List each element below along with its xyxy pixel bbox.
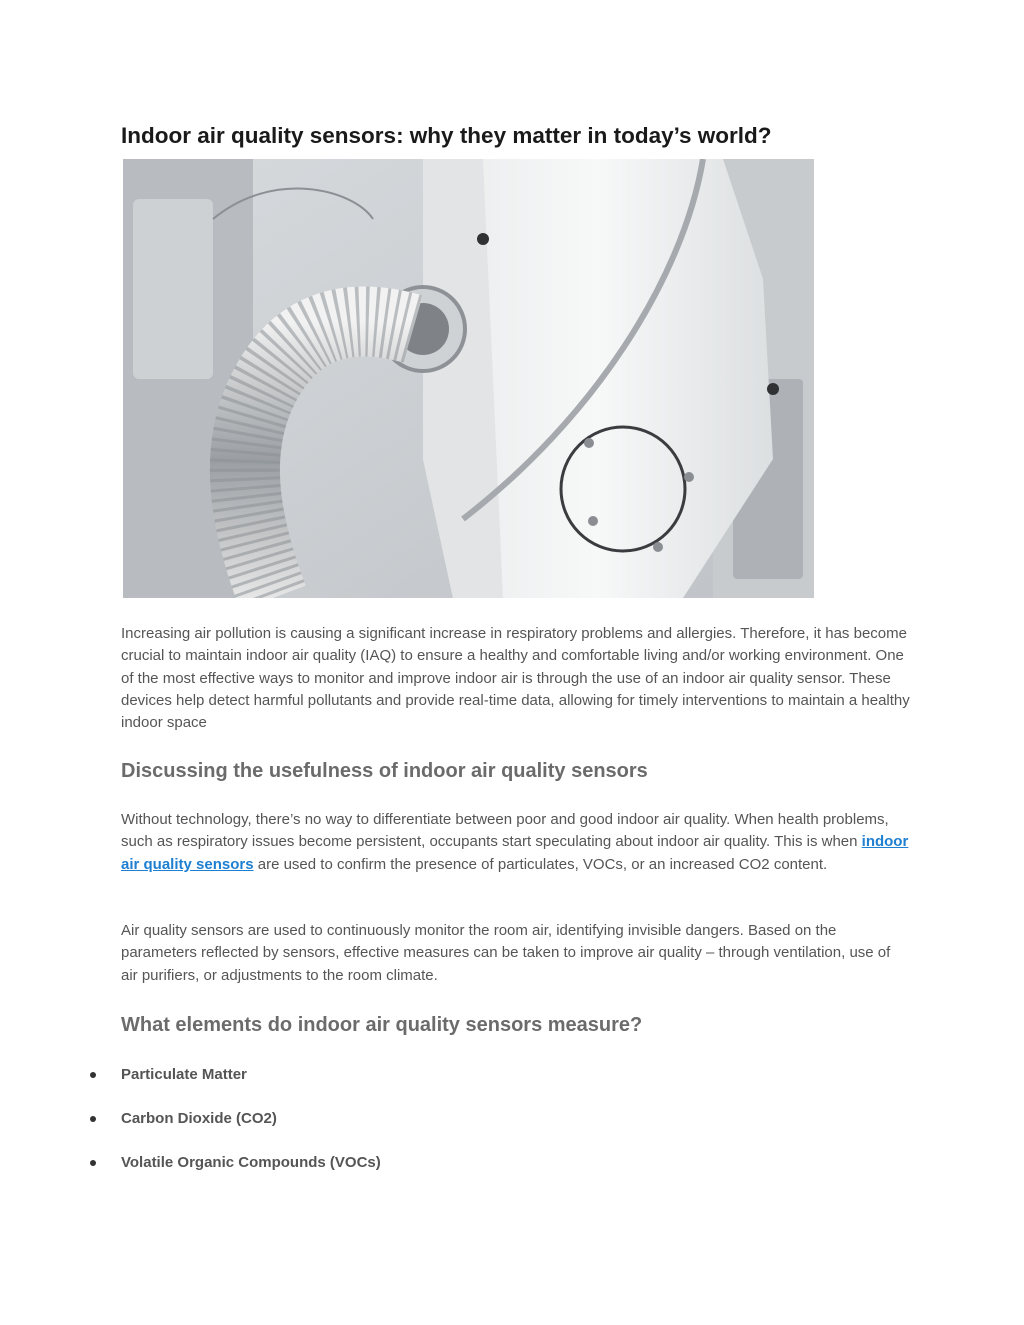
sensor-equipment-image	[123, 159, 814, 598]
indoor-air-quality-sensors-link[interactable]: indoor air quality sensors	[121, 833, 909, 873]
list-item	[121, 1108, 721, 1130]
section-heading-measured-elements: What elements do indoor air quality sensors measure?	[121, 1014, 643, 1036]
monitoring-paragraph: Air quality sensors are used to continuously monitor the room air, identifying invisible dangers. Based on the parameters reflected by sensors, effective measures can be taken to improve air quality – through ventilation, use of air purifiers, or adjustments to the room climate.	[121, 922, 891, 984]
sensor-equipment-illustration	[123, 159, 814, 598]
section-heading-usefulness: Discussing the usefulness of indoor air quality sensors	[121, 760, 648, 782]
bullet-icon	[90, 1072, 96, 1078]
list-item-label: Volatile Organic Compounds (VOCs)	[121, 1154, 381, 1171]
article-title: Indoor air quality sensors: why they matter in today’s world?	[121, 123, 772, 148]
list-item-label: Carbon Dioxide (CO2)	[121, 1110, 277, 1127]
paragraph-text: are used to confirm the presence of particulates, VOCs, or an increased CO2 content.	[253, 855, 828, 873]
bullet-icon	[90, 1116, 96, 1122]
list-item	[121, 1064, 721, 1086]
list-item	[121, 1152, 721, 1174]
paragraph-text: Without technology, there’s no way to differentiate between poor and good indoor air quality. When health problems, such as respiratory issues become persistent, occupants start speculating about indoor air quality. This is when	[121, 811, 889, 851]
list-item-label: Particulate Matter	[121, 1066, 247, 1083]
bullet-icon	[90, 1160, 96, 1166]
intro-paragraph: Increasing air pollution is causing a significant increase in respiratory problems and allergies. Therefore, it has become crucial to maintain indoor air quality (IAQ) to ensure a healthy and comfortable living and/or working environment. One of the most effective ways to monitor and improve indoor air is through the use of an indoor air quality sensor. These devices help detect harmful pollutants and provide real-time data, allowing for timely interventions to maintain a healthy indoor space	[121, 625, 910, 732]
usefulness-paragraph	[121, 809, 911, 876]
